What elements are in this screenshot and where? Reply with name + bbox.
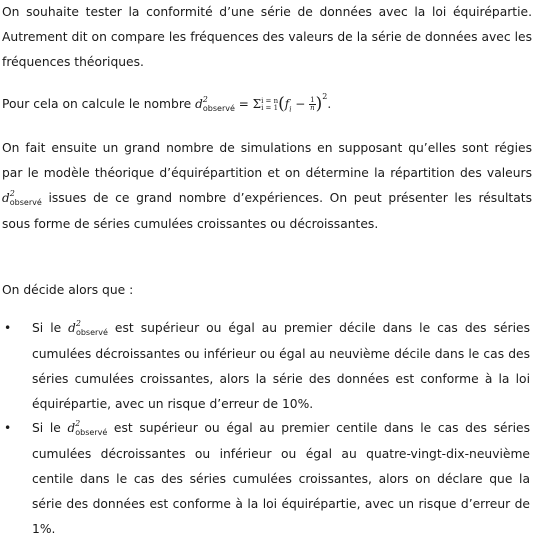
f-symbol: f xyxy=(284,97,290,111)
equals-sign: = xyxy=(234,97,253,111)
decision-paragraph: On décide alors que : xyxy=(2,283,134,297)
intro-paragraph: On souhaite tester la conformité d’une série de données avec la loi équirépartie. Autrement dit on compare les fréquences des valeurs de la série de données avec les fréquences théoriques. xyxy=(2,5,532,69)
sum-bounds: i = n i = 1 xyxy=(261,96,279,112)
list-item-text: Si le $d^2_{observé}$ est supérieur ou égal au premier centile dans le cas des séries cumulées décroissantes ou inférieur ou égal au quatre-vingt-dix-neuvième centile dans le cas des séries cumulées croissantes, alors on déclare que la série des données est conforme à la loi équirépartie, avec un risque d’erreur de 1%. xyxy=(32,419,530,536)
bullet-icon: • xyxy=(4,321,12,335)
formula-paragraph xyxy=(2,92,532,122)
d-observe-symbol: $d^2_{observé}$ xyxy=(2,189,42,207)
d-observe-symbol: $d^2_{observé}$ xyxy=(195,95,235,113)
formula: $d^2_{observé} = \Sigma$ i = n i = 1 ($f_i$ − $\frac{1}{n}$ )$^2$. xyxy=(195,92,332,114)
simulation-paragraph: On fait ensuite un grand nombre de simulations en supposant qu’elles sont régies par le modèle théorique d’équirépartition et on détermine la répartition des valeurs $d^2_{observé}$ issues de ce grand nombre d’expériences. On peut présenter les résultats sous forme de séries cumulées croissantes ou décroissantes. xyxy=(2,141,532,231)
bullet-icon: • xyxy=(4,421,12,435)
d-observe-symbol: $d^2_{observé}$ xyxy=(67,419,108,437)
sigma-symbol: Σ xyxy=(252,97,262,111)
fraction: $\frac{1}{n}$ xyxy=(310,96,315,112)
formula-intro-text: Pour cela on calcule le nombre xyxy=(2,97,196,111)
d-observe-symbol: $d^2_{observé}$ xyxy=(68,319,108,337)
list-item-text: Si le $d^2_{observé}$ est supérieur ou égal au premier décile dans le cas des séries cumulées décroissantes ou inférieur ou égal au neuvième décile dans le cas des séries cumulées croissantes, alors la série des données est conforme à la loi équirépartie, avec un risque d’erreur de 10%. xyxy=(32,319,530,411)
